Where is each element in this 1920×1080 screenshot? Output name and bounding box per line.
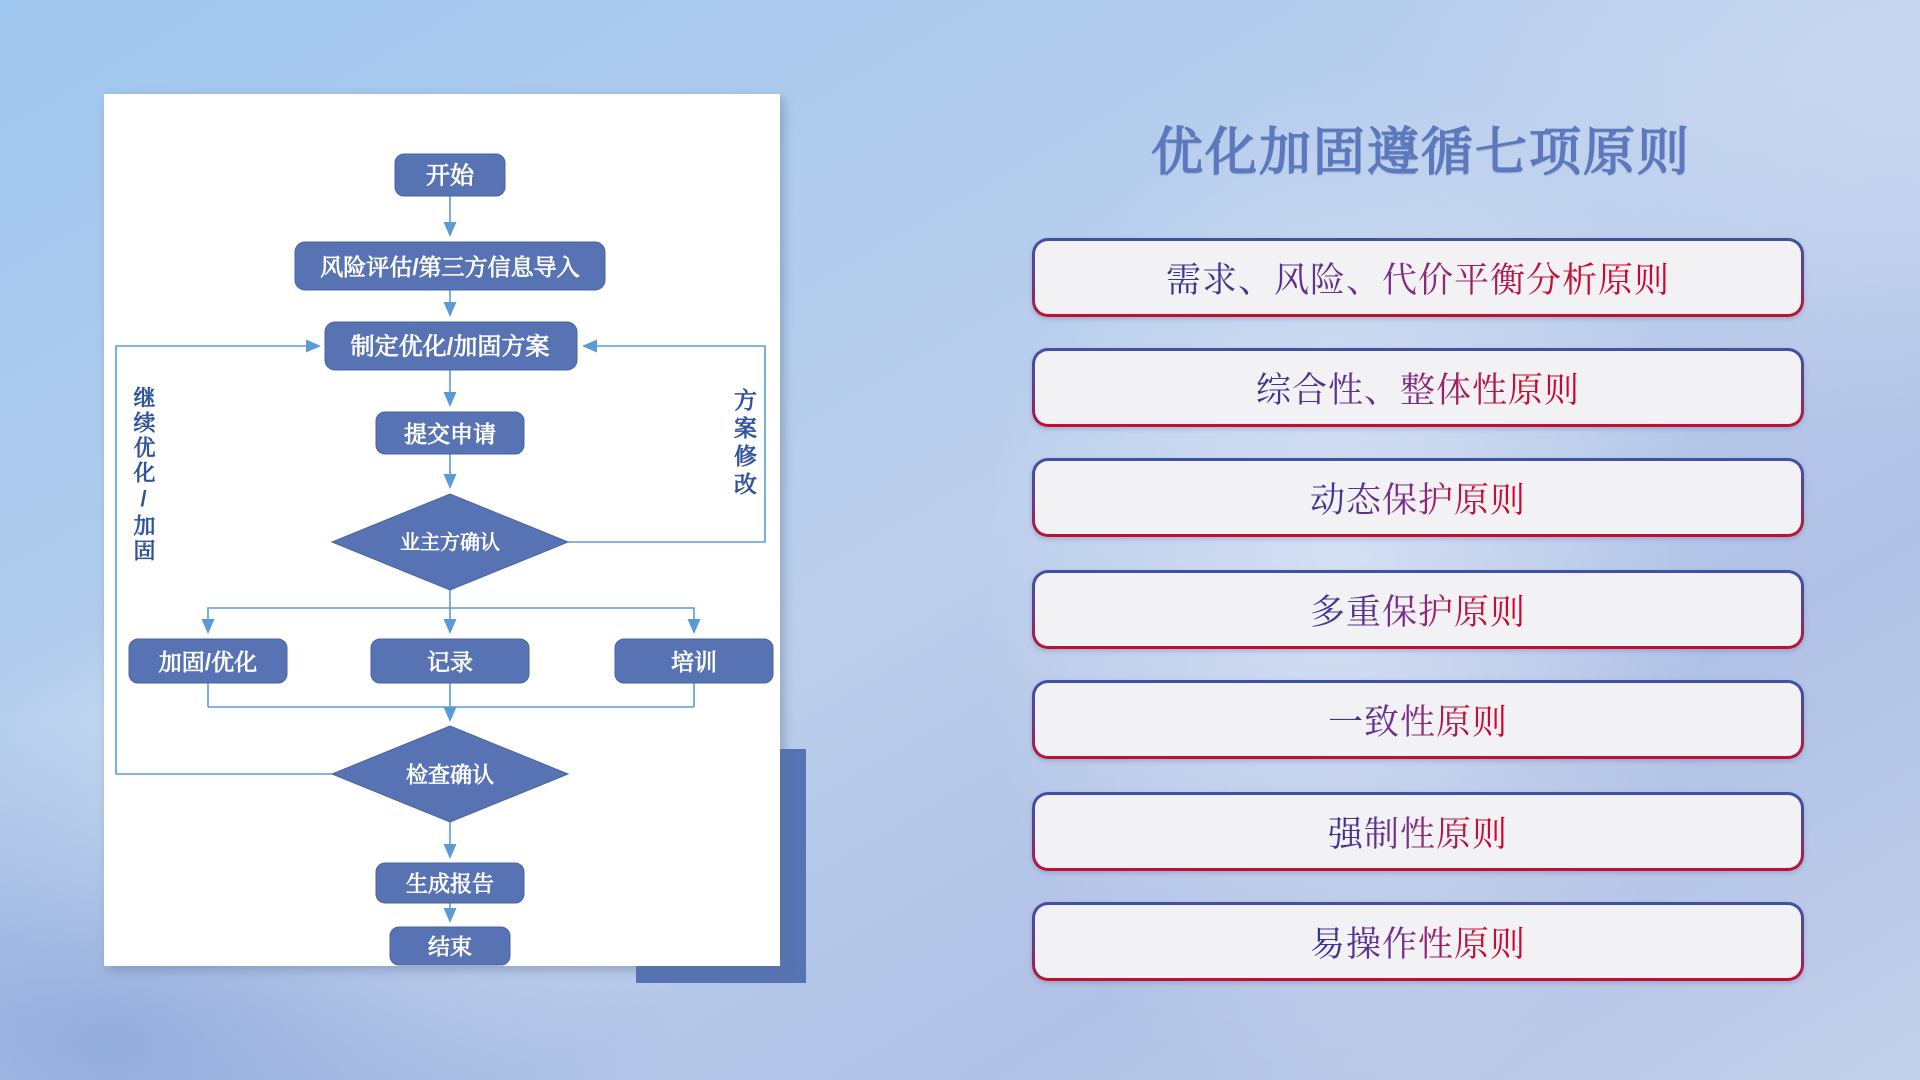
principle-box-2-inner [1035,351,1801,424]
principle-label-6: 强制性原则 [1328,807,1508,857]
principle-label-2: 综合性、整体性原则 [1256,363,1580,413]
principle-label-1: 需求、风险、代价平衡分析原则 [1166,253,1670,303]
principle-box-6-inner [1035,795,1801,868]
principle-box-3-inner [1035,461,1801,534]
connector-branch-right [450,608,694,632]
principle-label-4: 多重保护原则 [1310,585,1526,635]
page-title: 优化加固遵循七项原则 [1150,124,1691,182]
node-check-confirm-label: 检查确认 [405,762,495,788]
principle-box-3 [1032,458,1804,537]
principle-label-5: 一致性原则 [1328,695,1508,745]
node-report-label: 生成报告 [405,871,495,897]
principle-box-6 [1032,792,1804,871]
connector-branch-left [208,608,450,632]
node-owner-confirm-label: 业主方确认 [400,532,500,554]
principle-box-1-inner [1035,241,1801,314]
node-risk-import-label: 风险评估/第三方信息导入 [320,254,580,280]
node-training-label: 培训 [671,649,717,675]
principle-box-5-inner [1035,683,1801,756]
loop-label-modify: 方案修改 [731,388,757,500]
principle-box-2 [1032,348,1804,427]
node-reinforce-optimize-label: 加固/优化 [158,649,258,675]
principle-box-4-inner [1035,573,1801,646]
node-end-label: 结束 [427,934,473,960]
principle-box-1 [1032,238,1804,317]
node-start-label: 开始 [426,162,474,190]
principle-box-7 [1032,902,1804,981]
flowchart-svg [104,94,780,966]
principle-box-5 [1032,680,1804,759]
node-submit-label: 提交申请 [404,421,496,447]
principle-label-7: 易操作性原则 [1310,917,1526,967]
node-make-plan-label: 制定优化/加固方案 [350,333,550,361]
loop-label-continue: 继续优化/加固 [131,386,156,564]
flowchart-card [104,94,780,966]
node-record-label: 记录 [427,649,473,675]
principle-box-7-inner [1035,905,1801,978]
principle-box-4 [1032,570,1804,649]
principle-label-3: 动态保护原则 [1310,473,1526,523]
